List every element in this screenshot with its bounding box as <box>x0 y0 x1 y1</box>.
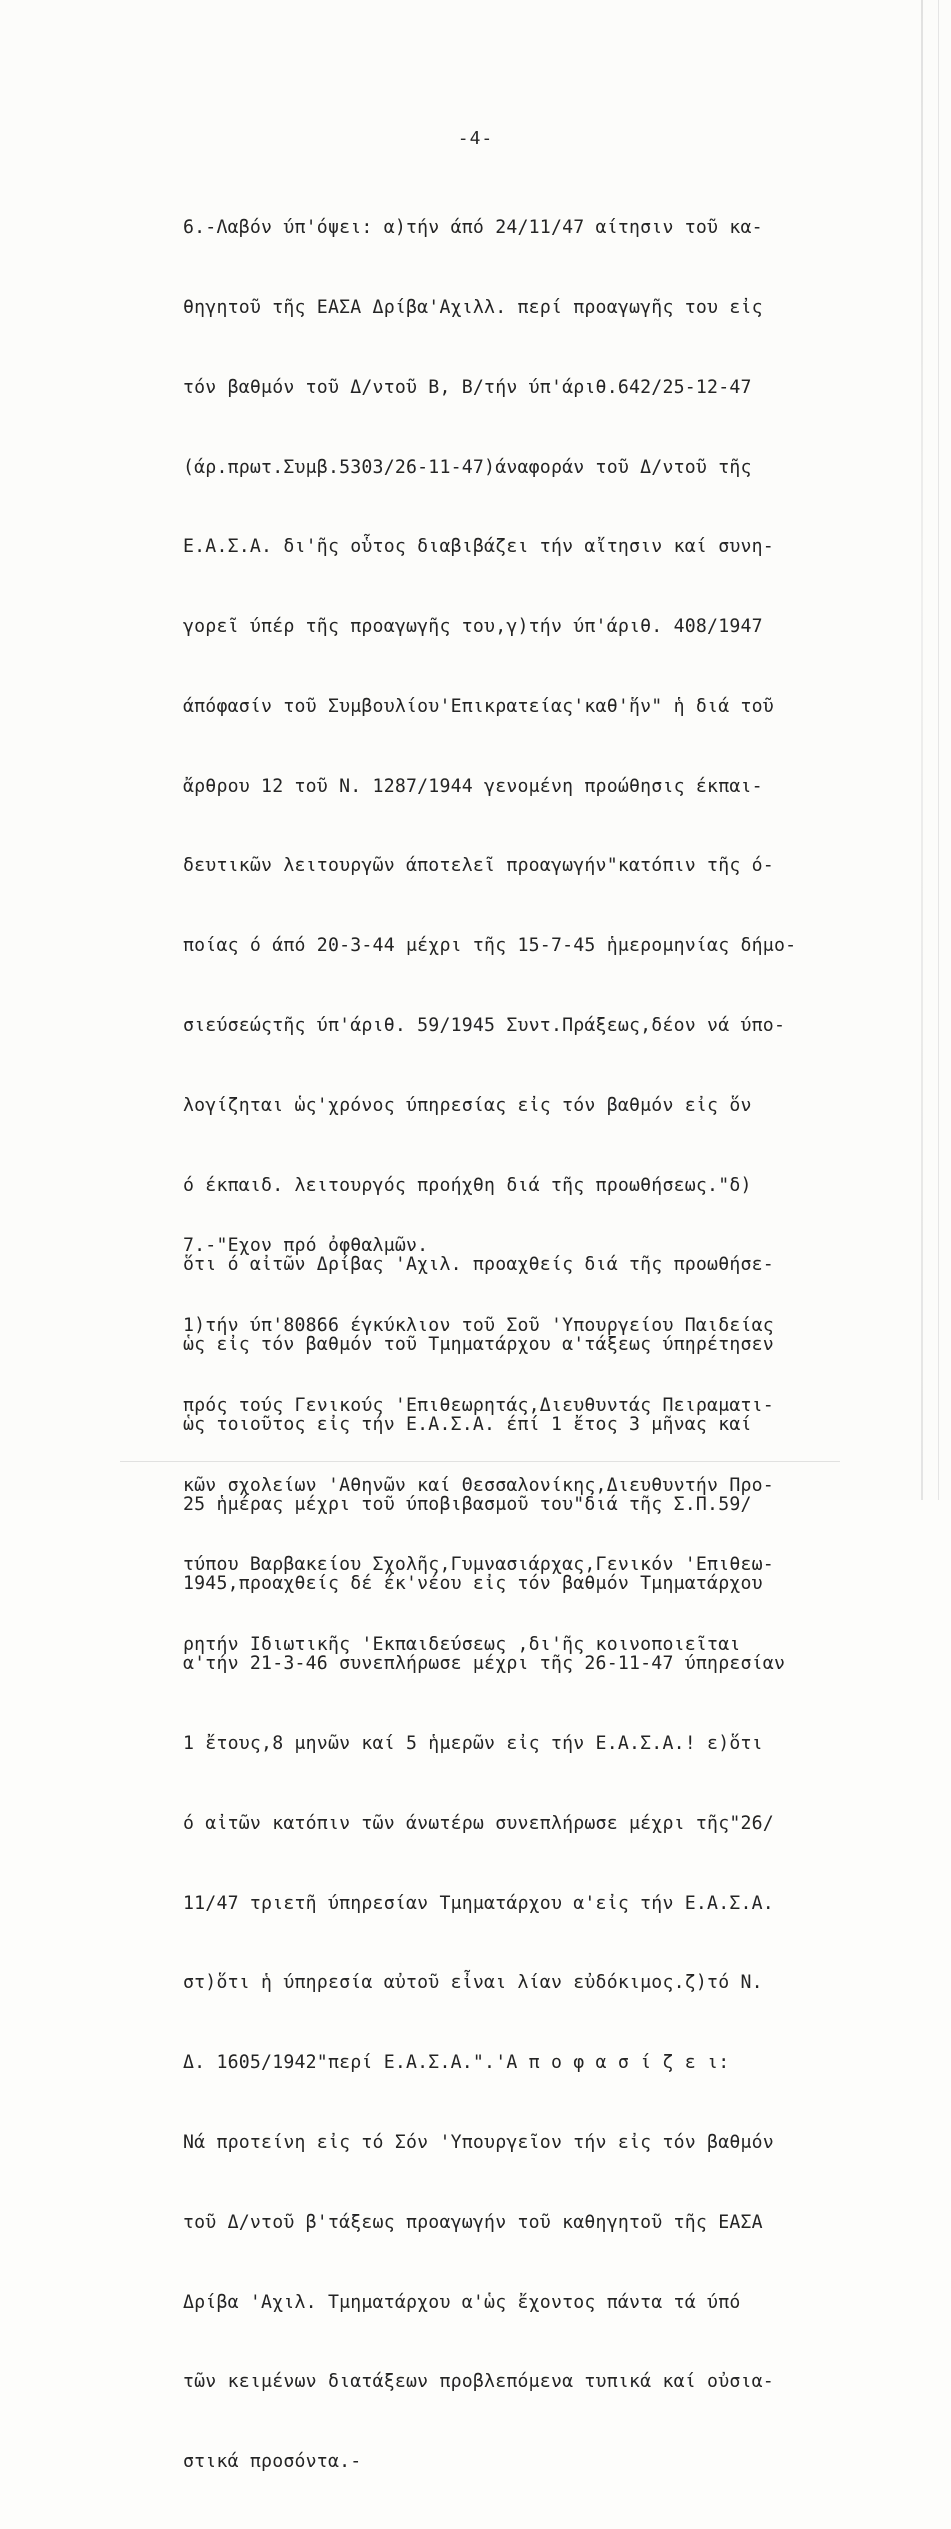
text-line: Νά προτείνη εἰς τό Σόν 'Υπουργεῖον τήν εἰς τόν βαθμόν <box>183 2131 774 2153</box>
text-line: ό έκπαιδ. λειτουργός προήχθη διά τῆς προωθήσεως."δ) <box>183 1174 752 1196</box>
text-line: ποίας ό άπό 20-3-44 μέχρι τῆς 15-7-45 ἡμερομηνίας δήμο- <box>183 935 797 957</box>
text-line: γορεῖ ύπέρ τῆς προαγωγῆς του,γ)τήν ύπ'άριθ. 408/1947 <box>183 616 763 638</box>
section-7-paragraph <box>183 1180 923 1712</box>
text-line: θηγητοῦ τῆς ΕΑΣΑ Δρίβα'Αχιλλ. περί προαγωγῆς του εἰς <box>183 296 763 318</box>
text-line: τύπου Βαρβακείου Σχολῆς,Γυμνασιάρχας,Γενικόν 'Επιθεω- <box>183 1554 774 1576</box>
text-line: 6.-Λαβόν ύπ'όψει: α)τήν άπό 24/11/47 αίτησιν τοῦ κα- <box>183 217 763 239</box>
text-line: ὡς τοιοῦτος εἰς τήν Ε.Α.Σ.Α. έπί 1 ἔτος 3 μῆνας καί <box>183 1413 752 1435</box>
text-line: σιεύσεώςτῆς ύπ'άριθ. 59/1945 Συντ.Πράξεως,δέον νά ύπο- <box>183 1015 786 1036</box>
page-number: -4- <box>457 128 494 149</box>
text-line: 7.-"Εχον πρό ὀφθαλμῶν. <box>183 1235 429 1257</box>
text-line: ὅτι ό αἰτῶν Δρίβας 'Αχιλ. προαχθείς διά τῆς προωθήσε- <box>183 1254 774 1276</box>
text-line: ό αἰτῶν κατόπιν τῶν άνωτέρω συνεπλήρωσε μέχρι τῆς"26/ <box>183 1812 774 1834</box>
text-line: ὡς εἰς τόν βαθμόν τοῦ Τμηματάρχου α'τάξεως ύπηρέτησεν <box>183 1334 774 1356</box>
text-line: Δ. 1605/1942"περί Ε.Α.Σ.Α.".'Α π ο φ α σ ί ζ ε ι: <box>183 2052 730 2074</box>
text-line: 25 ἡμέρας μέχρι τοῦ ύποβιβασμοῦ του"διά τῆς Σ.Π.59/ <box>183 1493 752 1515</box>
text-line: πρός τούς Γενικούς 'Επιθεωρητάς,Διευθυντάς Πειραματι- <box>183 1394 774 1416</box>
text-line: λογίζηται ὡς'χρόνος ύπηρεσίας εἰς τόν βαθμόν εἰς ὅν <box>183 1094 752 1116</box>
text-line: Ε.Α.Σ.Α. δι'ῆς οὗτος διαβιβάζει τήν αἴτησιν καί συνη- <box>183 536 774 558</box>
text-line: τόν βαθμόν τοῦ Δ/ντοῦ Β, Β/τήν ύπ'άριθ.642/25-12-47 <box>183 376 752 398</box>
text-line: ἄρθρου 12 τοῦ Ν. 1287/1944 γενομένη προώθησις έκπαι- <box>183 775 763 797</box>
text-line: άπόφασίν τοῦ Συμβουλίου'Επικρατείας'καθ'ἥν" ἡ διά τοῦ <box>183 695 774 717</box>
text-line: 11/47 τριετῆ ύπηρεσίαν Τμηματάρχου α'εἰς τήν Ε.Α.Σ.Α. <box>183 1892 774 1914</box>
text-line: α'τήν 21-3-46 συνεπλήρωσε μέχρι τῆς 26-11-47 ύπηρεσίαν <box>183 1653 786 1675</box>
text-line: (άρ.πρωτ.Συμβ.5303/26-11-47)άναφοράν τοῦ Δ/ντοῦ τῆς <box>183 456 752 478</box>
text-line: στ)ὅτι ἡ ύπηρεσία αὐτοῦ εἶναι λίαν εὐδόκιμος.ζ)τό Ν. <box>183 1972 763 1994</box>
text-line: τῶν κειμένων διατάξεων προβλεπόμενα τυπικά καί οὐσια- <box>183 2371 774 2393</box>
text-line: κῶν σχολείων 'Αθηνῶν καί Θεσσαλονίκης,Διευθυντήν Προ- <box>183 1474 774 1496</box>
text-line: ρητήν Ιδιωτικῆς 'Εκπαιδεύσεως ,δι'ῆς κοινοποιεῖται <box>183 1634 741 1656</box>
text-line: δευτικῶν λειτουργῶν άποτελεῖ προαγωγήν"κατόπιν τῆς ό- <box>183 855 774 877</box>
text-line: τοῦ Δ/ντοῦ β'τάξεως προαγωγήν τοῦ καθηγητοῦ τῆς ΕΑΣΑ <box>183 2211 763 2233</box>
text-line: 1)τήν ύπ'80866 έγκύκλιον τοῦ Σοῦ 'Υπουργείου Παιδείας <box>183 1314 774 1336</box>
text-line: 1 ἔτους,8 μηνῶν καί 5 ἡμερῶν εἰς τήν Ε.Α.Σ.Α.! ε)ὅτι <box>183 1733 763 1755</box>
text-line: Δρίβα 'Αχιλ. Τμηματάρχου α'ὡς ἔχοντος πάντα τά ύπό <box>183 2291 741 2313</box>
text-line: 1945,προαχθείς δέ έκ'νέου εἰς τόν βαθμόν Τμηματάρχου <box>183 1573 763 1595</box>
text-line: στικά προσόντα.- <box>183 2451 362 2473</box>
scan-edge-right-secondary <box>938 0 939 1500</box>
